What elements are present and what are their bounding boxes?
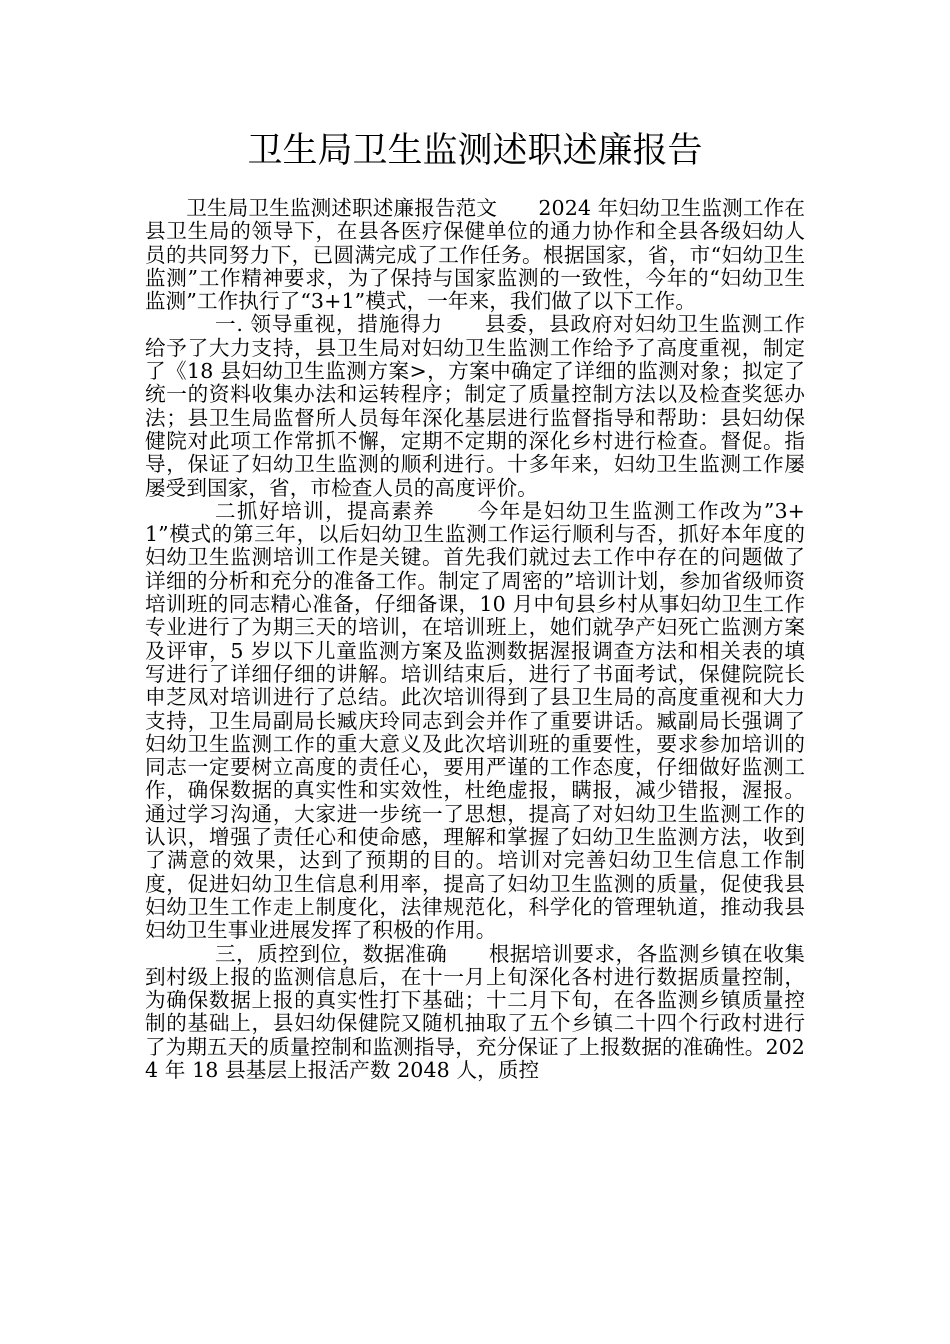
paragraph-text: 今年是妇幼卫生监测工作改为”3+1”模式的第三年，以后妇幼卫生监测工作运行顺利与否，抓好本年度的妇幼卫生监测培训工作是关键。首先我们就过去工作中存在的问题做了详细的分析和充分的准备工作。制定了周密的”培训计划，参加省级师资培训班的同志精心准备，仔细备课，10 月中旬县乡村从事妇幼卫生工作专业进行了为期三天的培训，在培训班上，她们就孕产妇死亡监测方案及评审，5 岁以下儿童监测方案及监测数据渥报调查方法和相关表的填写进行了详细仔细的讲解。培训结束后，进行了书面考试，保健院院长申芝凤对培训进行了总结。此次培训得到了县卫生局的高度重视和大力支持，卫生局副局长臧庆玲同志到会并作了重要讲话。臧副局长强调了妇幼卫生监测工作的重大意义及此次培训班的重要性，要求参加培训的同志一定要树立高度的责任心，要用严谨的工作态度，仔细做好监测工作，确保数据的真实性和实效性，杜绝虚报，瞒报，减少错报，渥报。通过学习沟通，大家进一步统一了思想，提高了对妇幼卫生监测工作的认识，增强了责任心和使命感，理解和掌握了妇幼卫生监测方法，收到了满意的效果，达到了预期的目的。培训对完善妇幼卫生信息工作制度，促进妇幼卫生信息利用率，提高了妇幼卫生监测的质量，促使我县妇幼卫生工作走上制度化，法律规范化，科学化的管理轨道，推动我县妇幼卫生事业进展发挥了积极的作用。 <box>145 498 805 943</box>
paragraph-text: 县委，县政府对妇幼卫生监测工作给予了大力支持，县卫生局对妇幼卫生监测工作给予了高度重视，制定了《18 县妇幼卫生监测方案>，方案中确定了详细的监测对象；拟定了统一的资料收集办法和运转程序；制定了质量控制方法以及检查奖惩办法；县卫生局监督所人员每年深化基层进行监督指导和帮助：县妇幼保健院对此项工作常抓不懈，定期不定期的深化乡村进行检查。督促。指导，保证了妇幼卫生监测的顺利进行。十多年来，妇幼卫生监测工作屡屡受到国家，省，市检查人员的高度评价。 <box>145 312 805 500</box>
paragraph-intro <box>145 197 805 313</box>
paragraph-section-3 <box>145 943 805 1083</box>
paragraph-lead: 卫生局卫生监测述职述廉报告范文 <box>186 196 498 220</box>
document-body <box>145 197 805 1082</box>
section-heading: 二抓好培训，提高素养 <box>215 498 436 523</box>
paragraph-section-1 <box>145 313 805 499</box>
section-heading: 三，质控到位，数据准确 <box>215 941 448 966</box>
paragraph-section-2 <box>145 500 805 943</box>
document-title: 卫生局卫生监测述职述廉报告 <box>247 131 703 171</box>
paragraph-text: 根据培训要求，各监测乡镇在收集到村级上报的监测信息后，在十一月上旬深化各村进行数据质量控制，为确保数据上报的真实性打下基础；十二月下旬，在各监测乡镇质量控制的基础上，县妇幼保健院又随机抽取了五个乡镇二十四个行政村进行了为期五天的质量控制和监测指导，充分保证了上报数据的准确性。2024 年 18 县基层上报活产数 2048 人，质控 <box>145 941 805 1082</box>
document-page <box>145 0 805 1344</box>
paragraph-text: 2024 年妇幼卫生监测工作在县卫生局的领导下，在县各医疗保健单位的通力协作和全县各级妇幼人员的共同努力下，已圆满完成了工作任务。根据国家，省，市“妇幼卫生监测”工作精神要求，为了保持与国家监测的一致性，今年的“妇幼卫生监测”工作执行了“3+1”模式，一年来，我们做了以下工作。 <box>145 196 806 314</box>
section-heading: 一. 领导重视，措施得力 <box>215 312 443 337</box>
